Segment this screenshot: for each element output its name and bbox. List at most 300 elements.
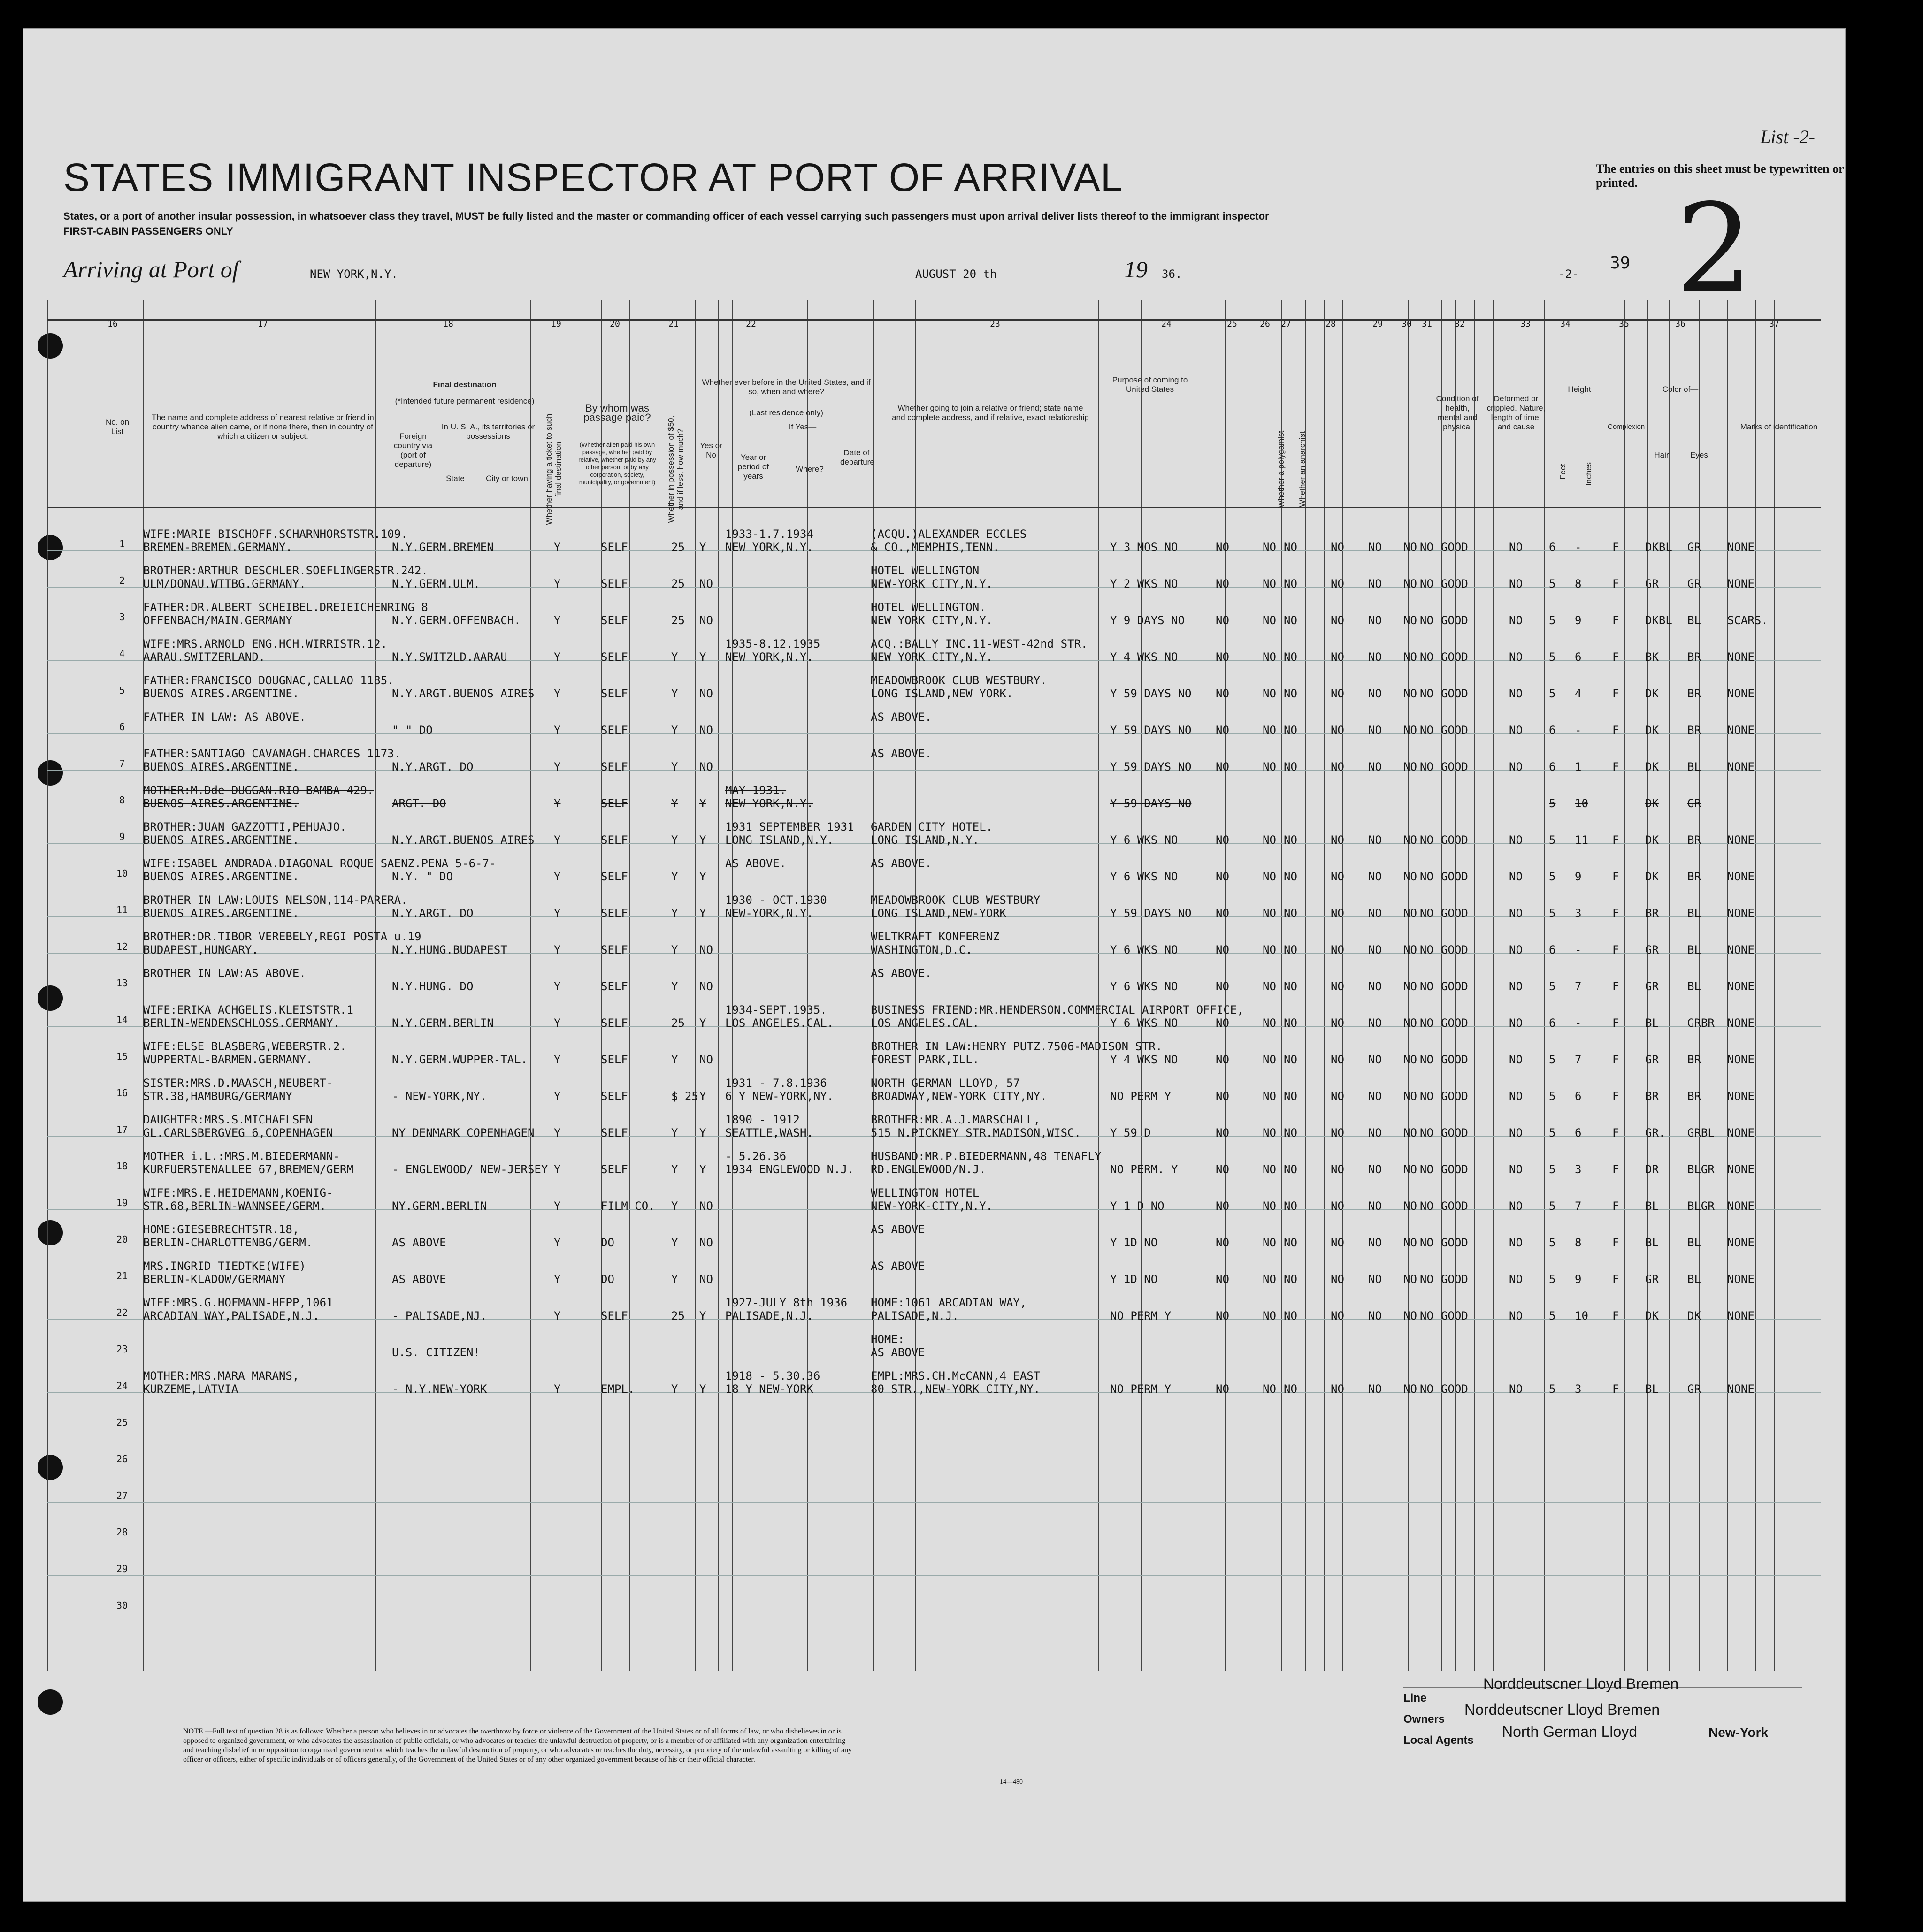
- handwritten-page-number: 2: [1676, 178, 1754, 320]
- header-feet: Feet: [1558, 463, 1567, 480]
- field-c28: NO: [1331, 1309, 1344, 1322]
- field-c30: NO: [1403, 650, 1417, 664]
- field-deformed: NO: [1509, 1053, 1523, 1066]
- field-in: 6: [1575, 650, 1582, 664]
- header-complexion: Complexion: [1608, 423, 1645, 431]
- field-c31: NO: [1420, 1199, 1433, 1213]
- row-number: 19: [116, 1197, 128, 1208]
- field-deformed: NO: [1509, 833, 1523, 847]
- before-period: 1918 - 5.30.36: [725, 1369, 820, 1382]
- grid-vline: [1544, 300, 1545, 1671]
- field-c25: NO: [1216, 870, 1229, 883]
- header-before-note: (Last residence only): [749, 408, 823, 417]
- before-period: 1927-JULY 8th 1936: [725, 1296, 848, 1309]
- joining-contact: HOTEL WELLINGTON: [871, 564, 980, 577]
- field-c28: NO: [1331, 614, 1344, 627]
- relative-name: MRS.INGRID TIEDTKE(WIFE): [143, 1260, 306, 1273]
- field-marks: SCARS.: [1727, 614, 1768, 627]
- field-in: 8: [1575, 1236, 1582, 1249]
- header-joining: Whether going to join a relative or friend; state name and complete address, and if relative, exact relationship: [892, 404, 1089, 422]
- passage-paid-by: SELF: [601, 797, 628, 810]
- field-in: 10: [1575, 797, 1588, 810]
- final-destination: N.Y.HUNG.BUDAPEST: [392, 943, 507, 956]
- final-destination: N.Y.GERM.WUPPER-TAL.: [392, 1053, 528, 1066]
- arrival-port: NEW YORK,N.Y.: [310, 267, 398, 281]
- field-c26: NO: [1263, 1016, 1276, 1030]
- field-ft: 5: [1549, 797, 1556, 810]
- final-destination: N.Y.GERM.BERLIN: [392, 1016, 494, 1030]
- field-ft: 5: [1549, 1236, 1556, 1249]
- field-c31: NO: [1420, 724, 1433, 737]
- field-ft: 5: [1549, 1199, 1556, 1213]
- before-period: 1935-8.12.1935: [725, 637, 820, 650]
- field-health: GOOD: [1441, 577, 1468, 590]
- purpose-value: NO PERM Y: [1110, 1090, 1172, 1103]
- field-health: GOOD: [1441, 1273, 1468, 1286]
- relative-name: BROTHER:JUAN GAZZOTTI,PEHUAJO.: [143, 820, 347, 833]
- field-c30: NO: [1403, 1053, 1417, 1066]
- field-c28: NO: [1331, 1126, 1344, 1139]
- field-c26: NO: [1263, 541, 1276, 554]
- ticket-value: Y: [554, 614, 561, 627]
- field-c29: NO: [1368, 687, 1382, 700]
- field-health: GOOD: [1441, 760, 1468, 773]
- field-deformed: NO: [1509, 1163, 1523, 1176]
- final-destination: N.Y.ARGT.BUENOS AIRES: [392, 833, 535, 847]
- joining-contact: GARDEN CITY HOTEL.: [871, 820, 993, 833]
- final-destination: - PALISADE,NJ.: [392, 1309, 487, 1322]
- field-c27: NO: [1284, 1199, 1297, 1213]
- field-c28: NO: [1331, 870, 1344, 883]
- field-c25: NO: [1216, 760, 1229, 773]
- field-deformed: NO: [1509, 1382, 1523, 1396]
- field-health: GOOD: [1441, 614, 1468, 627]
- passage-paid-by: SELF: [601, 687, 628, 700]
- field-health: GOOD: [1441, 541, 1468, 554]
- field-c25: NO: [1216, 1382, 1229, 1396]
- field-c25: NO: [1216, 1126, 1229, 1139]
- field-c25: NO: [1216, 724, 1229, 737]
- field-c30: NO: [1403, 1382, 1417, 1396]
- field-c27: NO: [1284, 1273, 1297, 1286]
- field-eyes: BR: [1687, 1053, 1701, 1066]
- joining-contact: WELLINGTON HOTEL: [871, 1186, 980, 1199]
- field-c29: NO: [1368, 1016, 1382, 1030]
- purpose-value: NO PERM. Y: [1110, 1163, 1178, 1176]
- field-c31: NO: [1420, 907, 1433, 920]
- money-value: Y: [671, 650, 678, 664]
- field-comp: F: [1612, 1090, 1619, 1103]
- field-c25: NO: [1216, 1309, 1229, 1322]
- first-cabin-label: FIRST-CABIN PASSENGERS ONLY: [63, 225, 233, 237]
- field-c26: NO: [1263, 1309, 1276, 1322]
- final-destination: N.Y.GERM.OFFENBACH.: [392, 614, 521, 627]
- field-eyes: BL: [1687, 907, 1701, 920]
- field-c29: NO: [1368, 614, 1382, 627]
- purpose-value: Y 59 DAYS NO: [1110, 797, 1192, 810]
- field-c31: NO: [1420, 1382, 1433, 1396]
- field-c31: NO: [1420, 1053, 1433, 1066]
- column-number: 21: [668, 319, 679, 329]
- field-marks: NONE: [1727, 1090, 1754, 1103]
- column-number: 36: [1675, 319, 1685, 329]
- ticket-value: Y: [554, 833, 561, 847]
- field-hair: DK: [1645, 797, 1659, 810]
- field-comp: F: [1612, 870, 1619, 883]
- field-ft: 5: [1549, 870, 1556, 883]
- field-c29: NO: [1368, 1236, 1382, 1249]
- before-period: 1930 - OCT.1930: [725, 893, 827, 907]
- header-ticket: Whether having a ticket to such final destination: [544, 413, 563, 525]
- relative-address: OFFENBACH/MAIN.GERMANY: [143, 614, 292, 627]
- field-marks: NONE: [1727, 687, 1754, 700]
- passage-paid-by: SELF: [601, 577, 628, 590]
- before-in-us: NO: [699, 1053, 713, 1066]
- joining-address: 80 STR.,NEW-YORK CITY,NY.: [871, 1382, 1041, 1396]
- grid-vline: [1669, 300, 1670, 1671]
- field-health: GOOD: [1441, 1016, 1468, 1030]
- field-comp: F: [1612, 1273, 1619, 1286]
- field-c25: NO: [1216, 980, 1229, 993]
- purpose-value: Y 1D NO: [1110, 1273, 1158, 1286]
- money-value: Y: [671, 833, 678, 847]
- field-marks: NONE: [1727, 833, 1754, 847]
- page-title: STATES IMMIGRANT INSPECTOR AT PORT OF ARRIVAL: [63, 155, 1123, 199]
- header-marks: Marks of identification: [1740, 422, 1818, 431]
- field-c25: NO: [1216, 541, 1229, 554]
- field-comp: F: [1612, 760, 1619, 773]
- field-ft: 5: [1549, 1126, 1556, 1139]
- field-in: 9: [1575, 870, 1582, 883]
- field-deformed: NO: [1509, 943, 1523, 956]
- passage-paid-by: SELF: [601, 1163, 628, 1176]
- before-in-us: Y: [699, 541, 706, 554]
- final-destination: N.Y.SWITZLD.AARAU: [392, 650, 507, 664]
- column-number: 37: [1769, 319, 1779, 329]
- field-deformed: NO: [1509, 1090, 1523, 1103]
- field-in: 9: [1575, 1273, 1582, 1286]
- field-c29: NO: [1368, 760, 1382, 773]
- row-number: 29: [116, 1563, 128, 1574]
- final-destination: NY DENMARK COPENHAGEN: [392, 1126, 535, 1139]
- field-c29: NO: [1368, 1053, 1382, 1066]
- field-c30: NO: [1403, 577, 1417, 590]
- before-in-us: Y: [699, 1090, 706, 1103]
- joining-contact: BUSINESS FRIEND:MR.HENDERSON.COMMERCIAL AIRPORT OFFICE,: [871, 1003, 1244, 1016]
- joining-contact: EMPL:MRS.CH.McCANN,4 EAST: [871, 1369, 1041, 1382]
- relative-address: BUENOS AIRES.ARGENTINE.: [143, 687, 299, 700]
- field-c25: NO: [1216, 943, 1229, 956]
- field-c28: NO: [1331, 650, 1344, 664]
- field-eyes: GR: [1687, 1382, 1701, 1396]
- field-comp: F: [1612, 577, 1619, 590]
- field-c29: NO: [1368, 1126, 1382, 1139]
- column-number: 34: [1560, 319, 1571, 329]
- before-in-us: Y: [699, 797, 706, 810]
- field-in: 6: [1575, 1126, 1582, 1139]
- field-c27: NO: [1284, 1309, 1297, 1322]
- column-number: 27: [1281, 319, 1291, 329]
- field-marks: NONE: [1727, 1273, 1754, 1286]
- field-comp: F: [1612, 650, 1619, 664]
- field-ft: 5: [1549, 577, 1556, 590]
- grid-hline: [47, 319, 1821, 321]
- field-c28: NO: [1331, 1016, 1344, 1030]
- field-c28: NO: [1331, 1163, 1344, 1176]
- field-c31: NO: [1420, 833, 1433, 847]
- field-in: 4: [1575, 687, 1582, 700]
- grid-vline: [143, 300, 144, 1671]
- arriving-label: Arriving at Port of: [63, 256, 239, 283]
- field-c29: NO: [1368, 1273, 1382, 1286]
- field-deformed: NO: [1509, 1273, 1523, 1286]
- row-number: 14: [116, 1014, 128, 1025]
- field-c28: NO: [1331, 1273, 1344, 1286]
- passage-paid-by: DO: [601, 1273, 614, 1286]
- header-health: Condition of health, mental and physical: [1436, 394, 1479, 431]
- field-c27: NO: [1284, 650, 1297, 664]
- list-label: List -2-: [1760, 126, 1815, 147]
- relative-name: FATHER:SANTIAGO CAVANAGH.CHARCES 1173.: [143, 747, 401, 760]
- relative-address: WUPPERTAL-BARMEN.GERMANY.: [143, 1053, 313, 1066]
- field-comp: F: [1612, 724, 1619, 737]
- column-number: 26: [1260, 319, 1270, 329]
- field-marks: NONE: [1727, 577, 1754, 590]
- before-where: 6 Y NEW-YORK,NY.: [725, 1090, 834, 1103]
- ticket-value: Y: [554, 650, 561, 664]
- field-ft: 5: [1549, 650, 1556, 664]
- header-anarchist: Whether an anarchist: [1298, 431, 1307, 507]
- relative-name: HOME:GIESEBRECHTSTR.18,: [143, 1223, 299, 1236]
- field-comp: F: [1612, 907, 1619, 920]
- joining-contact: (ACQU.)ALEXANDER ECCLES: [871, 527, 1027, 541]
- field-c27: NO: [1284, 907, 1297, 920]
- field-comp: F: [1612, 541, 1619, 554]
- final-destination: N.Y.GERM.BREMEN: [392, 541, 494, 554]
- before-in-us: Y: [699, 1163, 706, 1176]
- header-before-in-us: Whether ever before in the United States, and if so, when and where?: [702, 378, 871, 396]
- purpose-value: Y 59 DAYS NO: [1110, 687, 1192, 700]
- field-comp: F: [1612, 1236, 1619, 1249]
- field-health: GOOD: [1441, 943, 1468, 956]
- column-number: 28: [1325, 319, 1336, 329]
- field-in: -: [1575, 943, 1582, 956]
- column-number: 30: [1402, 319, 1412, 329]
- field-c31: NO: [1420, 687, 1433, 700]
- row-number: 24: [116, 1380, 128, 1391]
- purpose-value: Y 59 DAYS NO: [1110, 907, 1192, 920]
- typewritten-notice: The entries on this sheet must be typewritten or printed.: [1596, 162, 1844, 190]
- column-number: 35: [1619, 319, 1629, 329]
- row-number: 18: [116, 1161, 128, 1172]
- field-c30: NO: [1403, 870, 1417, 883]
- column-number: 23: [990, 319, 1000, 329]
- grid-vline: [1098, 300, 1099, 1671]
- joining-contact: NORTH GERMAN LLOYD, 57: [871, 1077, 1020, 1090]
- column-number: 29: [1372, 319, 1383, 329]
- ticket-value: Y: [554, 577, 561, 590]
- grid-hline: [47, 1502, 1821, 1503]
- money-value: 25: [671, 614, 685, 627]
- stamp-number: 39: [1610, 253, 1631, 273]
- field-ft: 5: [1549, 614, 1556, 627]
- before-period: 1931 - 7.8.1936: [725, 1077, 827, 1090]
- field-marks: NONE: [1727, 907, 1754, 920]
- relative-address: BERLIN-WENDENSCHLOSS.GERMANY.: [143, 1016, 340, 1030]
- ticket-value: Y: [554, 907, 561, 920]
- field-c28: NO: [1331, 907, 1344, 920]
- passage-paid-by: SELF: [601, 650, 628, 664]
- field-marks: NONE: [1727, 1199, 1754, 1213]
- field-c29: NO: [1368, 980, 1382, 993]
- field-c26: NO: [1263, 1126, 1276, 1139]
- header-inches: Inches: [1584, 462, 1593, 486]
- field-comp: F: [1612, 1126, 1619, 1139]
- money-value: Y: [671, 1053, 678, 1066]
- field-c26: NO: [1263, 1163, 1276, 1176]
- arrival-year: 36.: [1162, 267, 1182, 281]
- money-value: Y: [671, 1236, 678, 1249]
- question-28-note: NOTE.—Full text of question 28 is as follows: Whether a person who believes in or advocates the overthrow by force or violence of the Government of the United States or of all forms of law, or who disbelieves in or is opposed to organized government, or who advocates the assassination of public officials, or who advocates or teaches the unlawful destruction of property, or is a member of or affiliated with any organization entertaining and teaching disbelief in or opposition to organized government or which teaches the unlawful destruction of property, or who advocates or teaches the duty, necessity, or propriety of the unlawful assaulting or killing of any officer or officers, either of specific individuals or of officers generally, of the Government of the United States or of any other organized government because of his or their official character.: [183, 1727, 852, 1764]
- joining-contact: AS ABOVE: [871, 1223, 925, 1236]
- field-c30: NO: [1403, 907, 1417, 920]
- field-c27: NO: [1284, 577, 1297, 590]
- header-passage-note: (Whether alien paid his own passage, whether paid by relative, whether paid by any other person, or by any corporation, society, municipality, or government): [578, 441, 656, 486]
- field-marks: NONE: [1727, 1053, 1754, 1066]
- header-no-on-list: No. on List: [105, 418, 130, 436]
- before-in-us: NO: [699, 943, 713, 956]
- field-c25: NO: [1216, 577, 1229, 590]
- header-foreign-country: Foreign country via (port of departure): [393, 432, 433, 469]
- field-ft: 5: [1549, 980, 1556, 993]
- field-c31: NO: [1420, 577, 1433, 590]
- grid-vline: [695, 300, 696, 1671]
- final-destination: N.Y.ARGT.BUENOS AIRES: [392, 687, 535, 700]
- line-value: Norddeutscner Lloyd Bremen: [1483, 1675, 1679, 1692]
- column-number: 17: [258, 319, 268, 329]
- final-destination: AS ABOVE: [392, 1236, 446, 1249]
- relative-address: BERLIN-CHARLOTTENBG/GERM.: [143, 1236, 313, 1249]
- field-c29: NO: [1368, 724, 1382, 737]
- field-deformed: NO: [1509, 687, 1523, 700]
- field-c27: NO: [1284, 724, 1297, 737]
- joining-address: LONG ISLAND,N.Y.: [871, 833, 980, 847]
- column-number: 24: [1161, 319, 1172, 329]
- field-marks: NONE: [1727, 943, 1754, 956]
- row-number: 10: [116, 868, 128, 879]
- field-c27: NO: [1284, 833, 1297, 847]
- purpose-value: Y 3 MOS NO: [1110, 541, 1178, 554]
- purpose-value: Y 1D NO: [1110, 1236, 1158, 1249]
- header-polygamist: Whether a polygamist: [1277, 430, 1286, 508]
- passage-paid-by: SELF: [601, 870, 628, 883]
- field-deformed: NO: [1509, 614, 1523, 627]
- field-c27: NO: [1284, 870, 1297, 883]
- relative-name: WIFE:MRS.E.HEIDEMANN,KOENIG-: [143, 1186, 333, 1199]
- field-hair: DK: [1645, 833, 1659, 847]
- row-number: 25: [116, 1417, 128, 1428]
- field-health: GOOD: [1441, 1236, 1468, 1249]
- money-value: 25: [671, 1309, 685, 1322]
- ticket-value: Y: [554, 1309, 561, 1322]
- purpose-value: Y 6 WKS NO: [1110, 870, 1178, 883]
- field-ft: 5: [1549, 687, 1556, 700]
- before-in-us: NO: [699, 1273, 713, 1286]
- field-eyes: DK: [1687, 1309, 1701, 1322]
- field-c27: NO: [1284, 1016, 1297, 1030]
- relative-address: STR.38,HAMBURG/GERMANY: [143, 1090, 292, 1103]
- field-eyes: BLGR: [1687, 1199, 1715, 1213]
- field-hair: GR: [1645, 577, 1659, 590]
- joining-contact: AS ABOVE.: [871, 857, 932, 870]
- purpose-value: Y 9 DAYS NO: [1110, 614, 1185, 627]
- field-deformed: NO: [1509, 870, 1523, 883]
- passage-paid-by: SELF: [601, 1016, 628, 1030]
- before-in-us: Y: [699, 870, 706, 883]
- column-number: 32: [1455, 319, 1465, 329]
- before-where: LONG ISLAND,N.Y.: [725, 833, 834, 847]
- field-comp: F: [1612, 980, 1619, 993]
- joining-address: FOREST PARK,ILL.: [871, 1053, 980, 1066]
- before-where: NEW YORK,N.Y.: [725, 541, 813, 554]
- field-c30: NO: [1403, 1199, 1417, 1213]
- field-c31: NO: [1420, 1016, 1433, 1030]
- field-c27: NO: [1284, 614, 1297, 627]
- relative-name: FATHER:DR.ALBERT SCHEIBEL.DREIEICHENRING 8: [143, 601, 428, 614]
- field-eyes: BL: [1687, 760, 1701, 773]
- grid-vline: [1774, 300, 1775, 1671]
- passage-paid-by: DO: [601, 1236, 614, 1249]
- row-number: 23: [116, 1344, 128, 1355]
- purpose-value: Y 2 WKS NO: [1110, 577, 1178, 590]
- purpose-value: NO PERM Y: [1110, 1309, 1172, 1322]
- header-deformed: Deformed or crippled. Nature, length of time, and cause: [1486, 394, 1546, 431]
- relative-address: GL.CARLSBERGVEG 6,COPENHAGEN: [143, 1126, 333, 1139]
- field-c30: NO: [1403, 1016, 1417, 1030]
- row-number: 5: [119, 685, 125, 696]
- ticket-value: Y: [554, 1273, 561, 1286]
- field-c27: NO: [1284, 1126, 1297, 1139]
- header-color: Color of—: [1662, 385, 1699, 394]
- field-c28: NO: [1331, 1090, 1344, 1103]
- field-c30: NO: [1403, 980, 1417, 993]
- relative-name: DAUGHTER:MRS.S.MICHAELSEN: [143, 1113, 313, 1126]
- field-c28: NO: [1331, 1199, 1344, 1213]
- field-health: GOOD: [1441, 1053, 1468, 1066]
- field-comp: F: [1612, 833, 1619, 847]
- field-c26: NO: [1263, 833, 1276, 847]
- ticket-value: Y: [554, 943, 561, 956]
- field-comp: F: [1612, 1309, 1619, 1322]
- relative-name: BROTHER IN LAW:AS ABOVE.: [143, 967, 306, 980]
- relative-name: MOTHER:MRS.MARA MARANS,: [143, 1369, 299, 1382]
- field-comp: F: [1612, 1053, 1619, 1066]
- row-number: 21: [116, 1270, 128, 1282]
- final-destination: N.Y.HUNG. DO: [392, 980, 474, 993]
- field-health: GOOD: [1441, 687, 1468, 700]
- field-c28: NO: [1331, 833, 1344, 847]
- field-hair: GR: [1645, 1273, 1659, 1286]
- field-in: 3: [1575, 907, 1582, 920]
- grid-vline: [915, 300, 916, 1671]
- field-hair: DR: [1645, 1163, 1659, 1176]
- before-period: 1933-1.7.1934: [725, 527, 813, 541]
- field-c29: NO: [1368, 833, 1382, 847]
- relative-address: BUENOS AIRES.ARGENTINE.: [143, 760, 299, 773]
- relative-address: KURFUERSTENALLEE 67,BREMEN/GERM: [143, 1163, 353, 1176]
- relative-name: WIFE:MRS.ARNOLD ENG.HCH.WIRRISTR.12.: [143, 637, 388, 650]
- passage-paid-by: SELF: [601, 980, 628, 993]
